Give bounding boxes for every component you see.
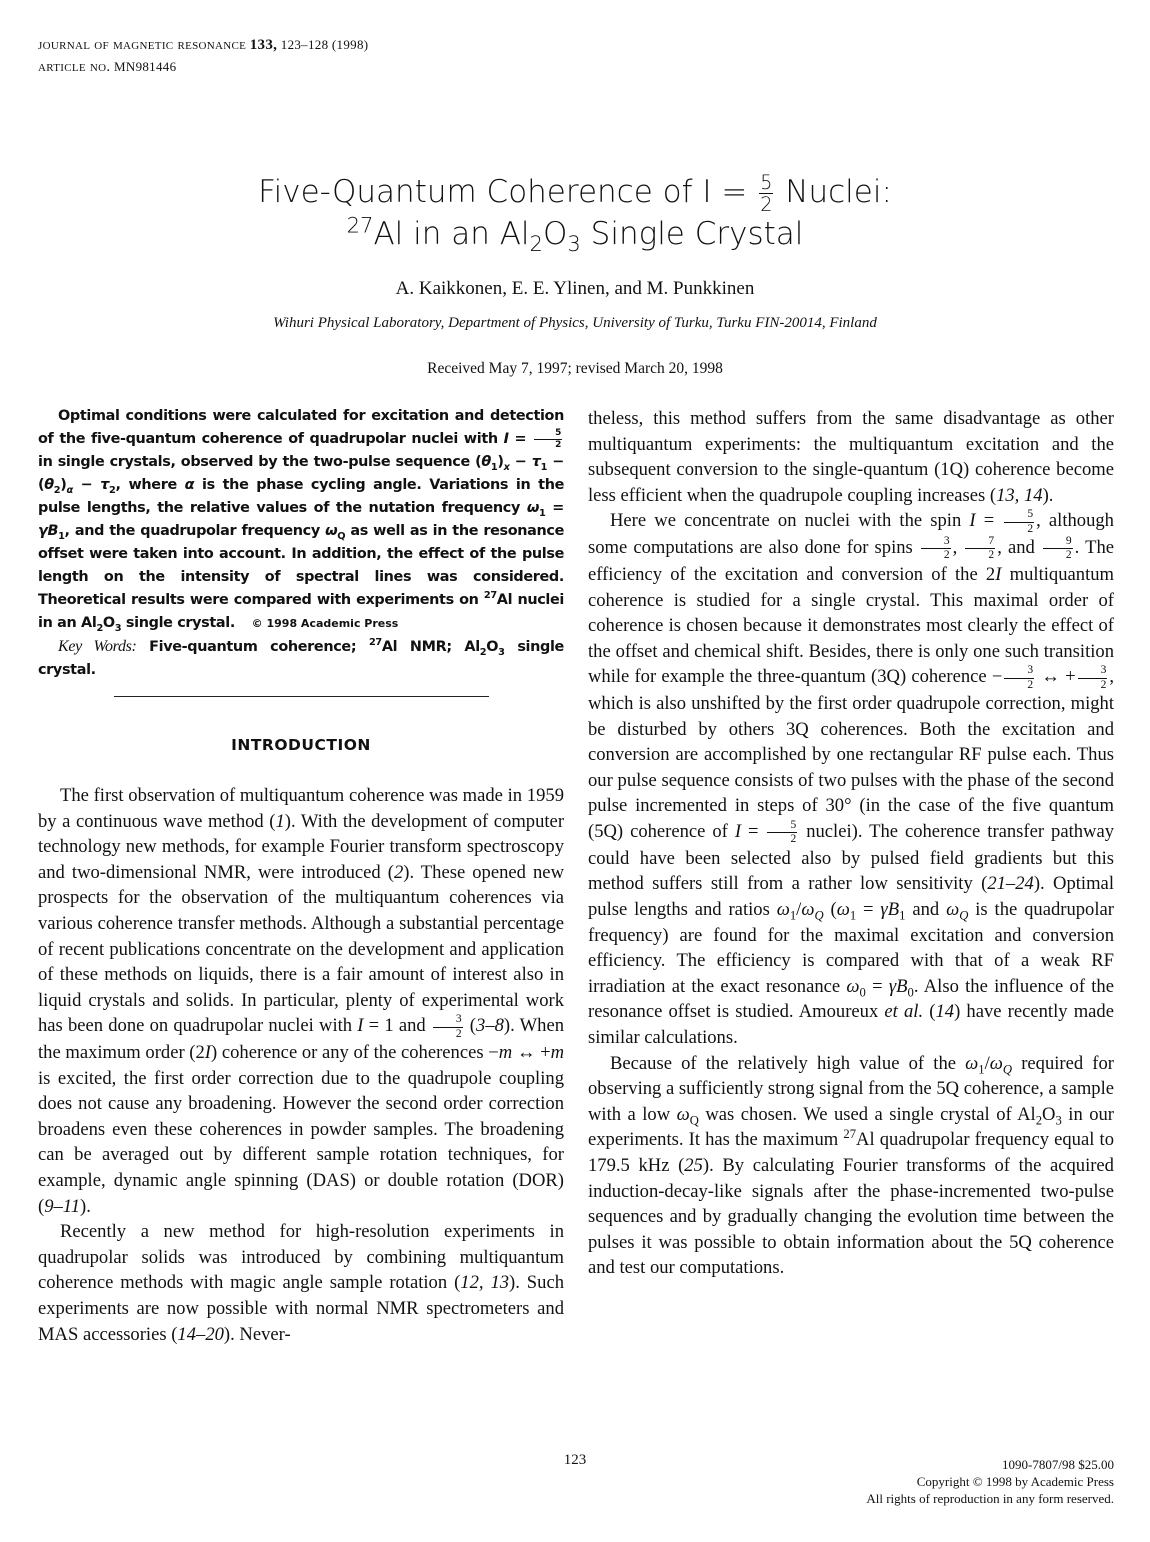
paragraph: Because of the relatively high value of the $\omega_1/\omega_Q$ required for observing a sufficiently strong signal from the 5Q coherence, a sample with a low $\omega_Q$ was chosen. We used a single crystal of $Al_2O_3$ in our experiments. It has the maximum $^{27}$Al quadrupolar frequency equal to 179.5 kHz (25). By calculating Fourier transforms of the acquired induction-decay-like signals after the phase-incremented two-pulse sequences and by gradually changing the evolution time between the pulses it was possible to obtain information about the 5Q coherence and test our computations.: [588, 1052, 1114, 1279]
title-line-2: $^{27}$Al in an $Al_2O_3$ Single Crystal: [346, 212, 804, 257]
journal-pages: 123–128 (1998): [280, 37, 369, 52]
title-line-1: Five-Quantum Coherence of I = $\frac{5}{2}$ Nuclei:: [258, 170, 892, 216]
paragraph: The first observation of multiquantum coherence was made in 1959 by a continuous wave method (1). With the development of computer technology new methods, for example Fourier transform spectroscopy and two-dimensional NMR, were introduced (2). These opened new prospects for the observation of the multiquantum coherences via various coherence transfer methods. Although a substantial percentage of recent publications concentrate on the development and application of these methods on liquids, there is a fair amount of interest also in liquid crystals and solids. In particular, plenty of experimental work has been done on quadrupolar nuclei with I = 1 and $\frac{3}{2}$ (3–8). When the maximum order (2I) coherence or any of the coherences −m ↔ +m is excited, the first order correction due to the quadrupole coupling does not cause any broadening. However the second order correction broadens even these coherences in powder samples. The broadening can be averaged out by different sample rotation techniques, for example, dynamic angle spinning (DAS) or double rotation (DOR) (9–11).: [38, 785, 565, 1217]
article-id: MN981446: [114, 59, 177, 74]
footer-copyright-block: [866, 1456, 1114, 1507]
page-number: 123: [563, 1452, 587, 1468]
article-label: article no.: [38, 59, 111, 75]
authors: A. Kaikkonen, E. E. Ylinen, and M. Punkkinen: [395, 278, 755, 299]
body-column-right: [588, 406, 1114, 1281]
abstract-copyright: © 1998 Academic Press: [251, 617, 399, 630]
footer-copyright: Copyright © 1998 by Academic Press: [916, 1474, 1114, 1489]
paragraph: Here we concentrate on nuclei with the spin I = $\frac{5}{2}$ , although some computations are also done for spins $\frac{3}{2}$ , $\frac{7}{2}$ , and $\frac{9}{2}$ . The efficiency of the excitation and conversion of the 2I multiquantum coherence is studied for a single crystal. This maximal order of coherence is chosen because it demonstrates most clearly the effect of the offset and chemical shift. Besides, there is only one such transition while for example the three-quantum (3Q) coherence − $\frac{3}{2}$ ↔ + $\frac{3}{2}$ , which is also unshifted by the first order quadrupole correction, might be disturbed by others 3Q coherences. Both the excitation and conversion are accomplished by one rectangular RF pulse each. Thus our pulse sequence consists of two pulses with the phase of the second pulse incremented in steps of 30° (in the case of the five quantum (5Q) coherence of I = $\frac{5}{2}$ nuclei). The coherence transfer pathway could have been selected also by pulsed field gradients but this method suffers still from a rather low sensitivity (21–24). Optimal pulse lengths and ratios $\omega_1/\omega_Q$ ($\omega_1 = \gamma B_1$ and $\omega_Q$ is the quadrupolar frequency) are found for the maximal excitation and conversion efficiency. The efficiency is compared with that of a weak RF irradiation at the exact resonance $\omega_0 = \gamma B_0$. Also the influence of the resonance offset is studied. Amoureux et al. (14) have recently made similar calculations.: [588, 508, 1115, 1048]
section-heading: INTRODUCTION: [231, 736, 371, 754]
abstract: [38, 405, 564, 682]
footer-rights: All rights of reproduction in any form reserved.: [866, 1491, 1114, 1506]
paper-title: [0, 170, 1150, 257]
journal-name: journal of magnetic resonance: [38, 37, 247, 53]
footer-price: 1090-7807/98 $25.00: [1002, 1457, 1114, 1472]
paragraph: Recently a new method for high-resolution experiments in quadrupolar solids was introduced by combining multiquantum coherence methods with magic angle sample rotation (12, 13). Such experiments are now possible with normal NMR spectrometers and MAS accessories (14–20). Never-: [38, 1221, 564, 1345]
key-words: Key Words: Five-quantum coherence; $^{27}$Al NMR; $Al_2O_3$ single crystal.: [38, 637, 564, 678]
spin-fraction: $\frac{5}{2}$: [760, 170, 773, 216]
affiliation: Wihuri Physical Laboratory, Department of Physics, University of Turku, Turku FIN-20014, Finland: [273, 315, 877, 331]
received-date: Received May 7, 1997; revised March 20, 1998: [427, 360, 723, 377]
body-column-left: [38, 783, 564, 1347]
journal-header: [38, 34, 368, 78]
paragraph: theless, this method suffers from the same disadvantage as other multiquantum experiments: the multiquantum excitation and the subsequent conversion to the single-quantum (1Q) coherence become less efficient when the quadrupole coupling increases (13, 14).: [588, 408, 1114, 506]
abstract-text: Optimal conditions were calculated for excitation and detection of the five-quantum coherence of quadrupolar nuclei with I = $\frac{5}{2}$ in single crystals, observed by the two-pulse sequence $(\theta_1)_x - \tau_1 - (\theta_2)_\alpha - \tau_2$, where α is the phase cycling angle. Variations in the pulse lengths, the relative values of the nutation frequency $\omega_1 = \gamma B_1$, and the quadrupolar frequency $\omega_Q$ as well as in the resonance offset were taken into account. In addition, the effect of the pulse length on the intensity of spectral lines was considered. Theoretical results were compared with experiments on $^{27}$Al nuclei in an $Al_2O_3$ single crystal. © 1998 Academic Press: [38, 408, 565, 634]
journal-volume: 133,: [249, 37, 278, 53]
section-divider: [114, 696, 489, 697]
